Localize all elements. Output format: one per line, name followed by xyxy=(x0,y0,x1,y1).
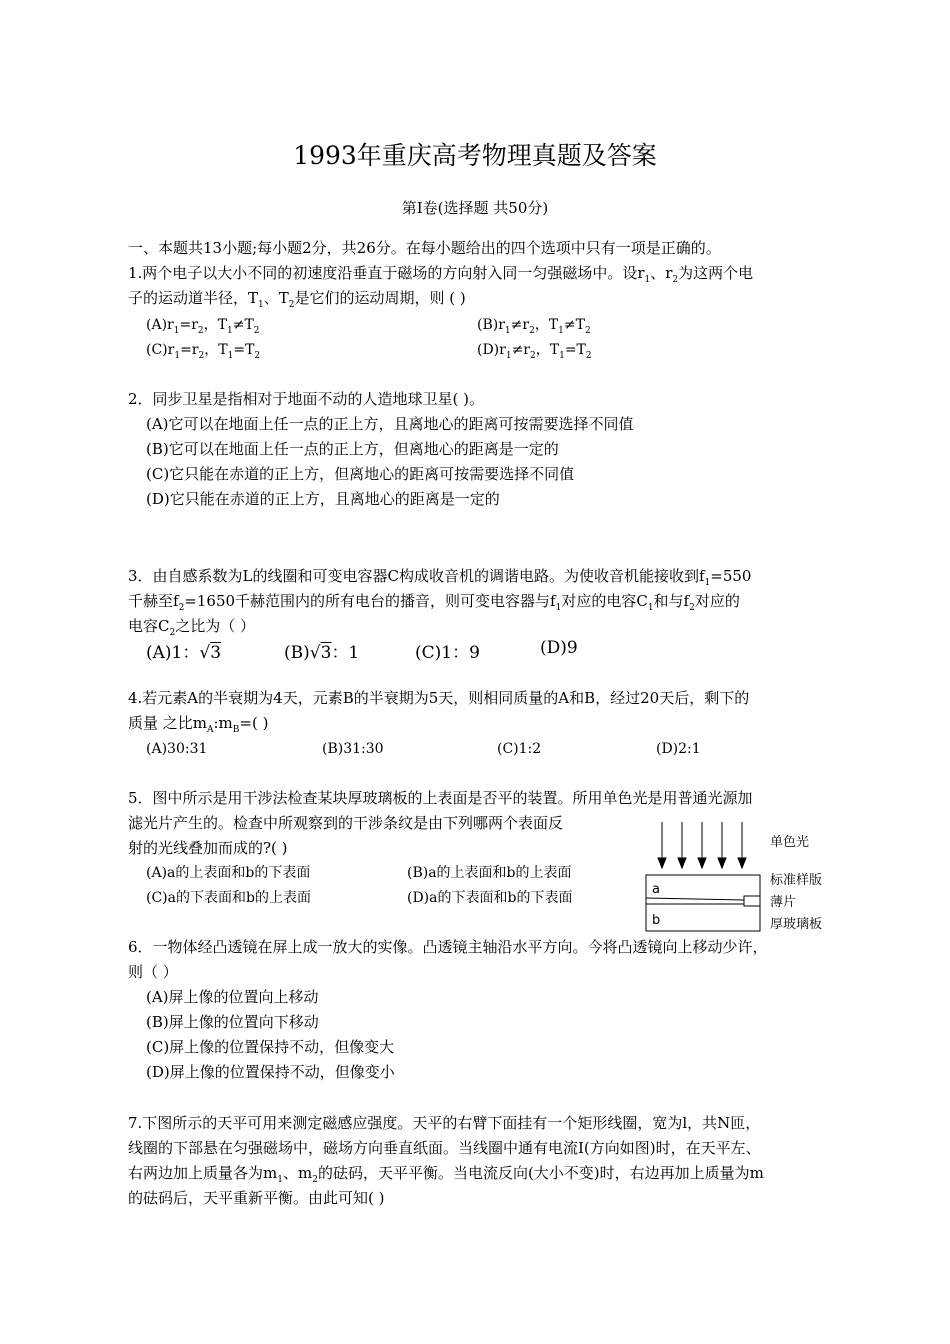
section-heading: 第Ⅰ卷(选择题 共50分) xyxy=(401,199,549,217)
q7-stem-line4: 的砝码后，天平重新平衡。由此可知( ) xyxy=(128,1189,385,1207)
q3-stem-line3: 电容$C_2$之比为（ ） xyxy=(128,617,255,638)
q3-option-c: (C)1：9 xyxy=(415,643,480,663)
q3-option-a: (A)1：√3 xyxy=(146,643,222,663)
q5-option-c: (C)a的下表面和b的上表面 xyxy=(146,890,311,906)
q7-stem-line2: 线圈的下部悬在匀强磁场中，磁场方向垂直纸面。当线圈中通有电流I(方向如图)时，在天平左、 xyxy=(128,1139,761,1157)
instruction: 一、本题共13小题;每小题2分，共26分。在每小题给出的四个选项中只有一项是正确的。 xyxy=(128,239,721,257)
q1-option-b: $(B)r_1\ne r_2$，$T_1\ne T_2$ xyxy=(477,317,591,336)
q5-stem-line3: 射的光线叠加而成的?( ) xyxy=(128,839,288,857)
interference-apparatus-figure xyxy=(640,818,870,936)
q3-option-b: (B)√3：1 xyxy=(284,643,360,663)
label-thin-piece: 薄片 xyxy=(770,895,797,910)
q1-option-a: $(A)r_1=r_2$，$T_1\ne T_2$ xyxy=(146,317,260,336)
q3-stem-line1: 3．由自感系数为L的线圈和可变电容器C构成收音机的调谐电路。为使收音机能接收到$f_1=550$ xyxy=(128,567,752,588)
label-thick-glass: 厚玻璃板 xyxy=(770,917,823,932)
q1-option-c: $(C)r_1=r_2$，$T_1=T_2$ xyxy=(146,342,261,361)
q6-option-b: (B)屏上像的位置向下移动 xyxy=(146,1013,319,1031)
standard-plate-bottom xyxy=(646,898,744,900)
q5-option-b: (B)a的上表面和b的上表面 xyxy=(407,865,572,881)
q3-option-d: (D)9 xyxy=(540,638,578,658)
q5-option-a: (A)a的上表面和b的下表面 xyxy=(146,865,311,881)
q5-stem-line1: 5．图中所示是用干涉法检查某块厚玻璃板的上表面是否平的装置。所用单色光是用普通光源加 xyxy=(128,789,753,807)
label-a: a xyxy=(652,882,660,897)
label-standard-plate: 标准样版 xyxy=(770,873,823,888)
monochromatic-light-arrows xyxy=(658,822,746,868)
q2-stem: 2．同步卫星是指相对于地面不动的人造地球卫星( )。 xyxy=(128,390,485,408)
q1-stem-line1: 1.两个电子以大小不同的初速度沿垂直于磁场的方向射入同一匀强磁场中。设$r_1$、$r_2$为这两个电 xyxy=(128,264,754,285)
q4-stem-line1: 4.若元素A的半衰期为4天，元素B的半衰期为5天，则相同质量的A和B，经过20天后，剩下的 xyxy=(128,689,750,707)
q7-stem-line1: 7.下图所示的天平可用来测定磁感应强度。天平的右臂下面挂有一个矩形线圈，宽为l，共N匝， xyxy=(128,1114,761,1132)
glass-plates-outline xyxy=(646,875,760,931)
q1-stem-line2: 子的运动道半径，$T_1$、$T_2$是它们的运动周期，则 ( ) xyxy=(128,289,466,310)
q4-option-c: (C)1:2 xyxy=(497,741,542,757)
q2-option-d: (D)它只能在赤道的正上方，且离地心的距离是一定的 xyxy=(146,490,500,508)
q6-stem-line2: 则（ ） xyxy=(128,963,178,981)
q6-option-a: (A)屏上像的位置向上移动 xyxy=(146,988,319,1006)
label-b: b xyxy=(652,913,661,928)
q3-stem-line2: 千赫至$f_2=1650$千赫范围内的所有电台的播音，则可变电容器与$f_1$对应的电容$C_1$和与$f_2$对应的 xyxy=(128,592,740,613)
q5-option-d: (D)a的下表面和b的下表面 xyxy=(407,890,573,906)
q1-option-d: $(D)r_1\ne r_2$，$T_1=T_2$ xyxy=(477,342,592,361)
label-light: 单色光 xyxy=(770,835,810,850)
q2-option-b: (B)它可以在地面上任一点的正上方，但离地心的距离是一定的 xyxy=(146,440,559,458)
q4-option-d: (D)2:1 xyxy=(656,741,701,757)
q6-option-d: (D)屏上像的位置保持不动，但像变小 xyxy=(146,1063,395,1081)
q2-option-a: (A)它可以在地面上任一点的正上方，且离地心的距离可按需要选择不同值 xyxy=(146,415,634,433)
q4-stem-line2: 质量 之比$m_A:m_B=$( ) xyxy=(128,714,269,735)
page-title: 1993年重庆高考物理真题及答案 xyxy=(293,141,657,170)
q2-option-c: (C)它只能在赤道的正上方，但离地心的距离可按需要选择不同值 xyxy=(146,465,575,483)
q6-stem-line1: 6．一物体经凸透镜在屏上成一放大的实像。凸透镜主轴沿水平方向。今将凸透镜向上移动少许， xyxy=(128,938,768,956)
q6-option-c: (C)屏上像的位置保持不动，但像变大 xyxy=(146,1038,395,1056)
thin-spacer xyxy=(744,896,760,906)
q7-stem-line3: 右两边加上质量各为$m_1$、$m_2$的砝码，天平平衡。当电流反向(大小不变)时，右边再加上质量为m xyxy=(128,1164,764,1185)
q5-stem-line2: 滤光片产生的。检查中所观察到的干涉条纹是由下列哪两个表面反 xyxy=(128,814,564,832)
q4-option-a: (A)30:31 xyxy=(146,741,208,757)
q4-option-b: (B)31:30 xyxy=(322,741,384,757)
